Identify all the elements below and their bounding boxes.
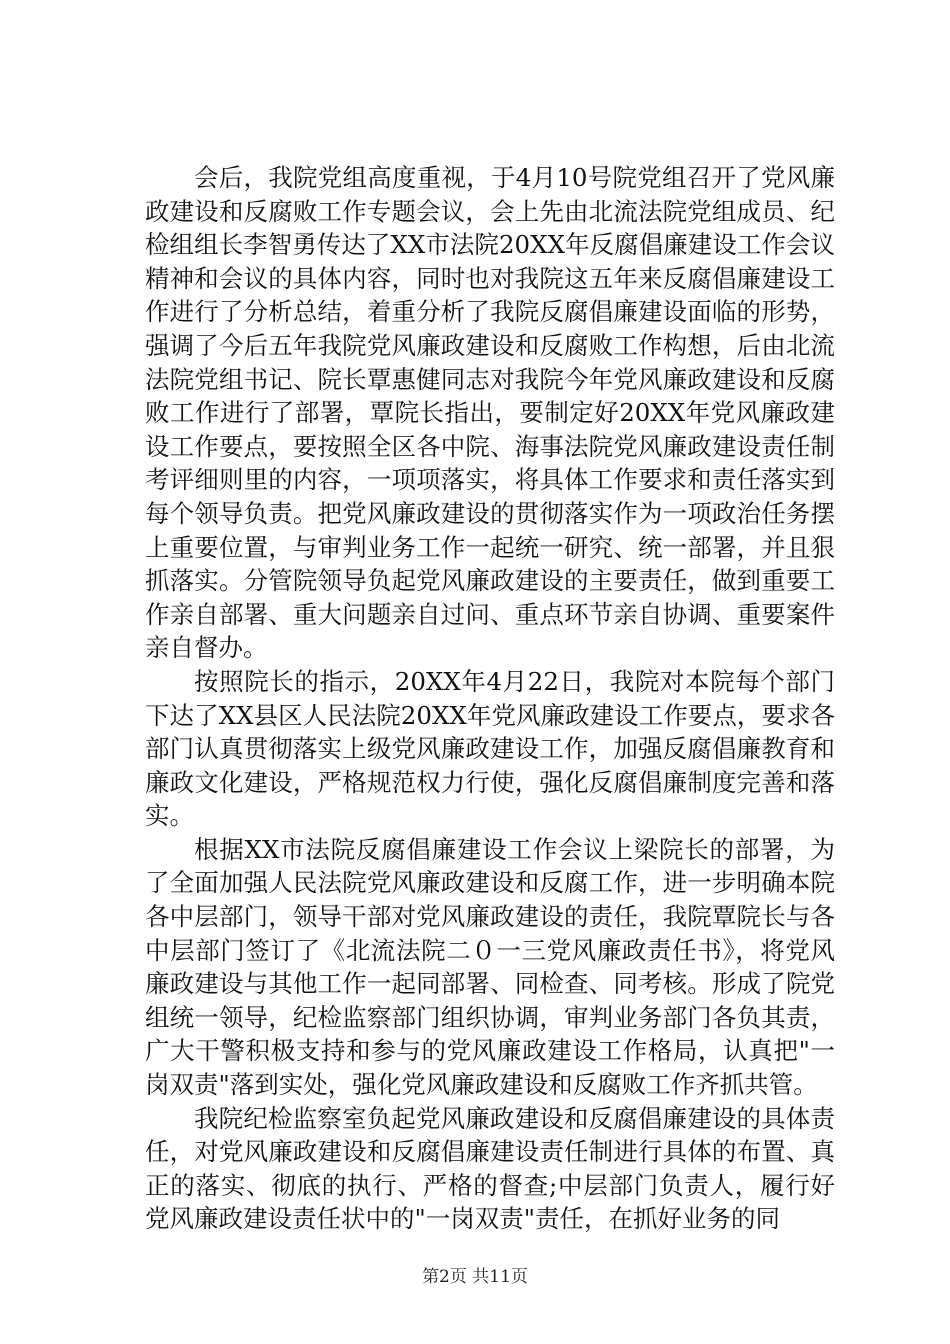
paragraph: 我院纪检监察室负起党风廉政建设和反腐倡廉建设的具体责任，对党风廉政建设和反腐倡廉建设责任制进行具体的布置、真正的落实、彻底的执行、严格的督查;中层部门负责人，履行好党风廉政建设责任状中的"一岗双责"责任，在抓好业务的同 (145, 1103, 835, 1234)
paragraph: 根据XX市法院反腐倡廉建设工作会议上梁院长的部署，为了全面加强人民法院党风廉政建设和反腐工作，进一步明确本院各中层部门，领导干部对党风廉政建设的责任，我院覃院长与各中层部门签订了《北流法院二０一三党风廉政责任书》，将党风廉政建设与其他工作一起同部署、同检查、同考核。形成了院党组统一领导，纪检监察部门组织协调，审判业务部门各负其责，广大干警积极支持和参与的党风廉政建设工作格局，认真把"一岗双责"落到实处，强化党风廉政建设和反腐败工作齐抓共管。 (145, 834, 835, 1100)
paragraph: 会后，我院党组高度重视，于4月10号院党组召开了党风廉政建设和反腐败工作专题会议，会上先由北流法院党组成员、纪检组组长李智勇传达了XX市法院20XX年反腐倡廉建设工作会议精神和会议的具体内容，同时也对我院这五年来反腐倡廉建设工作进行了分析总结，着重分析了我院反腐倡廉建设面临的形势，强调了今后五年我院党风廉政建设和反腐败工作构想，后由北流法院党组书记、院长覃惠健同志对我院今年党风廉政建设和反腐败工作进行了部署，覃院长指出，要制定好20XX年党风廉政建设工作要点，要按照全区各中院、海事法院党风廉政建设责任制考评细则里的内容，一项项落实，将具体工作要求和责任落实到每个领导负责。把党风廉政建设的贯彻落实作为一项政治任务摆上重要位置，与审判业务工作一起统一研究、统一部署，并且狠抓落实。分管院领导负起党风廉政建设的主要责任，做到重要工作亲自部署、重大问题亲自过问、重点环节亲自协调、重要案件亲自督办。 (145, 163, 835, 663)
page-number-footer: 第2页 共11页 (422, 1267, 528, 1287)
paragraph: 按照院长的指示，20XX年4月22日，我院对本院每个部门下达了XX县区人民法院20XX年党风廉政建设工作要点，要求各部门认真贯彻落实上级党风廉政建设工作，加强反腐倡廉教育和廉政文化建设，严格规范权力行使，强化反腐倡廉制度完善和落实。 (145, 666, 835, 831)
document-body (145, 161, 835, 1236)
